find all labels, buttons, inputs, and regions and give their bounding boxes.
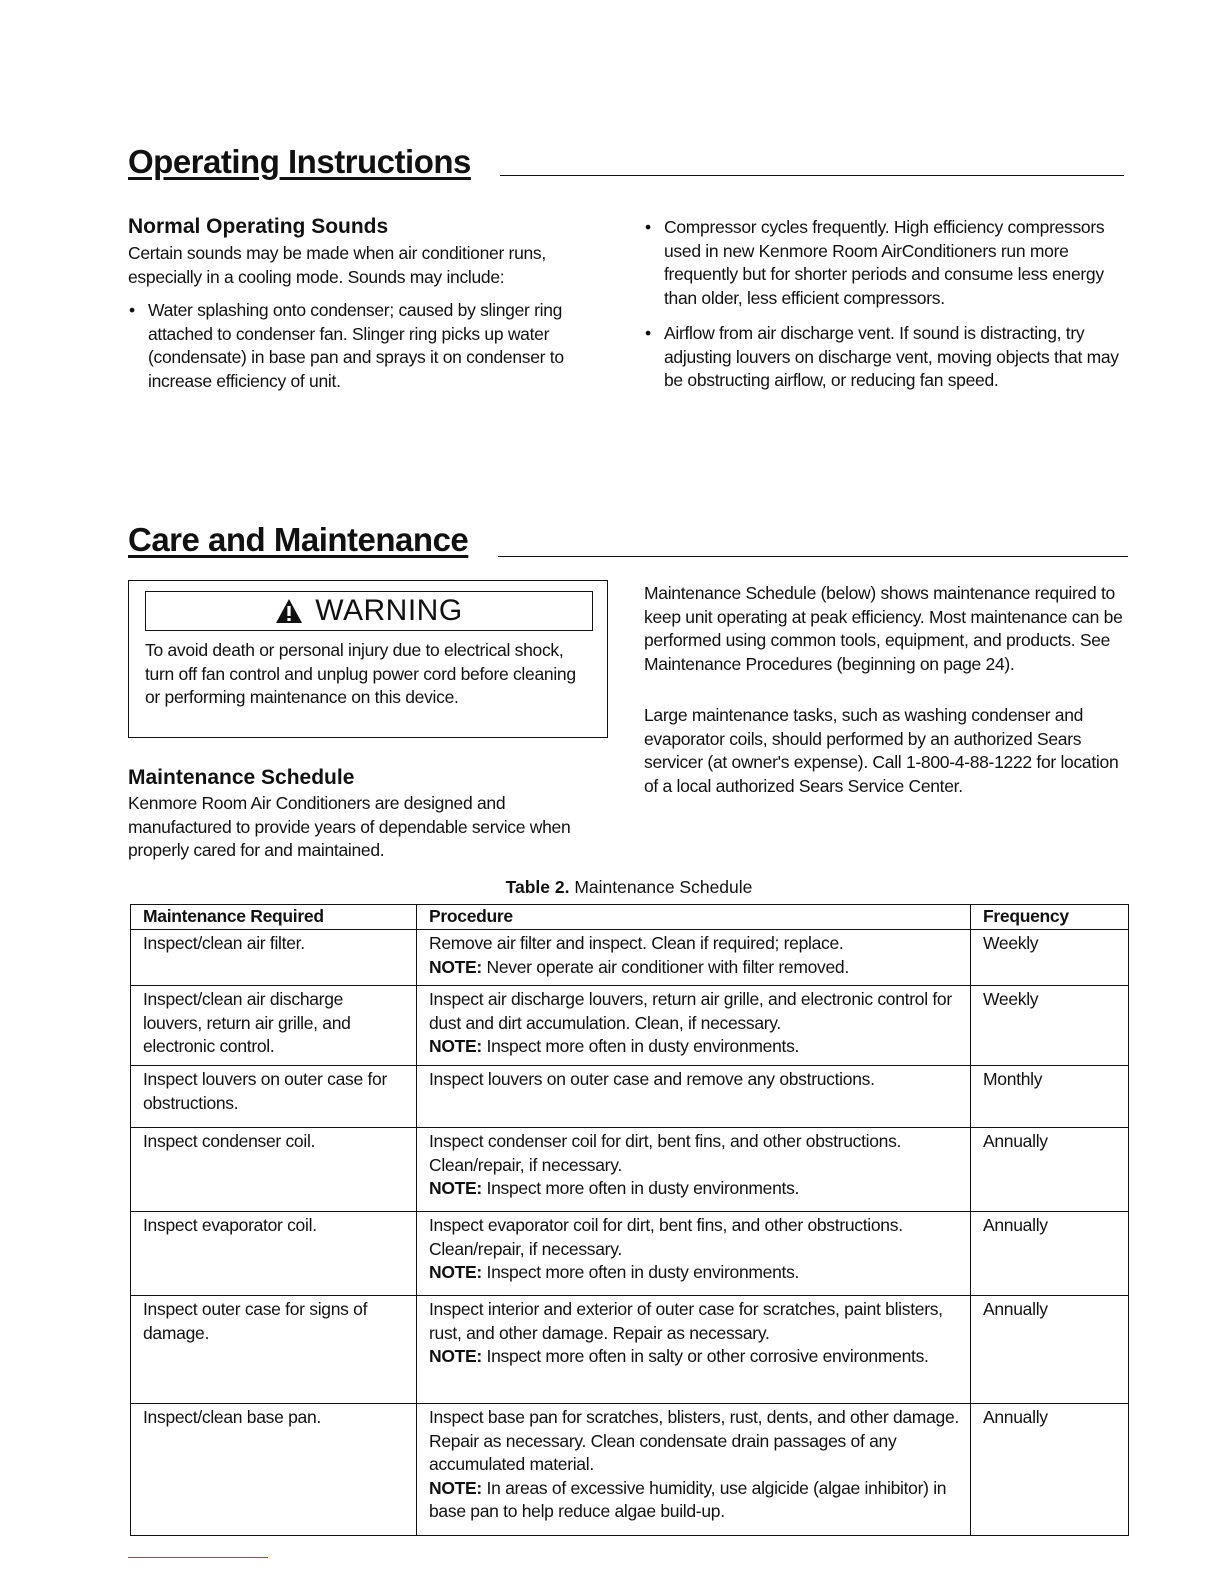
- title-rule: [498, 556, 1128, 557]
- table-row: [131, 1296, 1129, 1404]
- note-label: NOTE:: [429, 1178, 482, 1198]
- bullet-marker: •: [645, 217, 651, 237]
- bullet-marker: •: [645, 323, 651, 343]
- task-cell: Inspect condenser coil.: [131, 1128, 417, 1212]
- sounds-intro: Certain sounds may be made when air conditioner runs, especially in a cooling mode. Sounds may include:: [128, 243, 546, 287]
- frequency-cell: Weekly: [971, 930, 1129, 986]
- list-item: [128, 299, 596, 393]
- bullet-marker: •: [129, 300, 135, 320]
- table-row: [131, 1066, 1129, 1128]
- operating-title: Operating Instructions: [128, 143, 471, 180]
- procedure-text: Inspect base pan for scratches, blisters, rust, dents, and other damage. Repair as necessary. Clean condensate drain passages of any accumulated material.: [429, 1407, 959, 1474]
- care-title: Care and Maintenance: [128, 521, 469, 558]
- table-row: [131, 1404, 1129, 1536]
- table-row: [131, 930, 1129, 986]
- table-row: [131, 986, 1129, 1066]
- servicer-info: Large maintenance tasks, such as washing condenser and evaporator coils, should performed by an authorized Sears servicer (at owner's expense). Call 1-800-4-88-1222 for location of a local authorized Sears Service Center.: [644, 705, 1119, 796]
- procedure-text: Inspect condenser coil for dirt, bent fins, and other obstructions. Clean/repair, if necessary.: [429, 1131, 902, 1175]
- warning-header: [145, 591, 593, 631]
- task-cell: Inspect/clean base pan.: [131, 1404, 417, 1536]
- warning-label: WARNING: [315, 594, 463, 627]
- procedure-cell: [417, 1128, 971, 1212]
- bullet-text: Compressor cycles frequently. High efficiency compressors used in new Kenmore Room AirConditioners run more frequently but for shorter periods and consume less energy than older, less efficient compressors.: [664, 217, 1105, 308]
- header-maintenance-required: Maintenance Required: [131, 905, 417, 930]
- sounds-list-left: [128, 299, 596, 393]
- frequency-cell: Annually: [971, 1212, 1129, 1296]
- bullet-text: Airflow from air discharge vent. If sound is distracting, try adjusting louvers on discharge vent, moving objects that may be obstructing airflow, or reducing fan speed.: [664, 323, 1119, 390]
- task-cell: Inspect evaporator coil.: [131, 1212, 417, 1296]
- caption-label: Table 2.: [505, 877, 570, 897]
- sounds-heading: Normal Operating Sounds: [128, 215, 389, 238]
- header-frequency: Frequency: [971, 905, 1129, 930]
- table-header-row: [131, 905, 1129, 930]
- schedule-description: Maintenance Schedule (below) shows maintenance required to keep unit operating at peak efficiency. Most maintenance can be performed using common tools, equipment, and products. See Maintenance Procedures (beginning on page 24).: [644, 583, 1123, 674]
- maintenance-table: [130, 904, 1129, 1536]
- schedule-intro: Kenmore Room Air Conditioners are designed and manufactured to provide years of dependable service when properly cared for and maintained.: [128, 793, 571, 860]
- procedure-text: Remove air filter and inspect. Clean if required; replace.: [429, 933, 844, 953]
- note-text: Inspect more often in salty or other corrosive environments.: [481, 1346, 929, 1366]
- procedure-cell: [417, 1212, 971, 1296]
- title-rule: [500, 175, 1124, 176]
- procedure-cell: [417, 930, 971, 986]
- warning-text: To avoid death or personal injury due to electrical shock, turn off fan control and unplug power cord before cleaning or performing maintenance on this device.: [145, 640, 576, 707]
- table-row: [131, 1128, 1129, 1212]
- task-cell: Inspect outer case for signs of damage.: [131, 1296, 417, 1404]
- procedure-cell: [417, 1296, 971, 1404]
- note-label: NOTE:: [429, 1477, 482, 1498]
- frequency-cell: Monthly: [971, 1066, 1129, 1128]
- header-procedure: Procedure: [417, 905, 971, 930]
- note-text: In areas of excessive humidity, use algicide (algae inhibitor) in base pan to help reduce algae build-up.: [429, 1477, 947, 1521]
- procedure-text: Inspect air discharge louvers, return air grille, and electronic control for dust and dirt accumulation. Clean, if necessary.: [429, 989, 952, 1033]
- note-label: NOTE:: [429, 956, 482, 977]
- caption-text: Maintenance Schedule: [569, 877, 753, 897]
- note-text: Inspect more often in dusty environments.: [481, 1262, 800, 1282]
- table-row: [131, 1212, 1129, 1296]
- sounds-list-right: [644, 216, 1124, 393]
- note-text: Inspect more often in dusty environments.: [481, 1178, 800, 1198]
- frequency-cell: Weekly: [971, 986, 1129, 1066]
- procedure-cell: [417, 1404, 971, 1536]
- list-item: [644, 216, 1124, 310]
- frequency-cell: Annually: [971, 1404, 1129, 1536]
- warning-triangle-icon: [275, 598, 303, 624]
- frequency-cell: Annually: [971, 1128, 1129, 1212]
- table-caption: [130, 876, 1128, 898]
- procedure-cell: Inspect louvers on outer case and remove any obstructions.: [417, 1066, 971, 1128]
- note-label: NOTE:: [429, 1346, 482, 1366]
- note-label: NOTE:: [429, 1262, 482, 1282]
- task-cell: Inspect louvers on outer case for obstructions.: [131, 1066, 417, 1128]
- note-text: Never operate air conditioner with filter removed.: [481, 956, 849, 977]
- task-cell: Inspect/clean air discharge louvers, return air grille, and electronic control.: [131, 986, 417, 1066]
- footer-rule: [128, 1557, 268, 1558]
- procedure-text: Inspect interior and exterior of outer case for scratches, paint blisters, rust, and other damage. Repair as necessary.: [429, 1299, 943, 1343]
- procedure-cell: [417, 986, 971, 1066]
- schedule-heading: Maintenance Schedule: [128, 766, 355, 789]
- list-item: [644, 322, 1124, 393]
- task-cell: Inspect/clean air filter.: [131, 930, 417, 986]
- bullet-text: Water splashing onto condenser; caused by slinger ring attached to condenser fan. Slinger ring picks up water (condensate) in base pan and sprays it on condenser to increase efficiency of unit.: [148, 300, 564, 391]
- note-text: Inspect more often in dusty environments.: [481, 1036, 800, 1056]
- frequency-cell: Annually: [971, 1296, 1129, 1404]
- note-label: NOTE:: [429, 1036, 482, 1056]
- procedure-text: Inspect evaporator coil for dirt, bent fins, and other obstructions. Clean/repair, if necessary.: [429, 1215, 903, 1259]
- warning-box: [128, 580, 608, 738]
